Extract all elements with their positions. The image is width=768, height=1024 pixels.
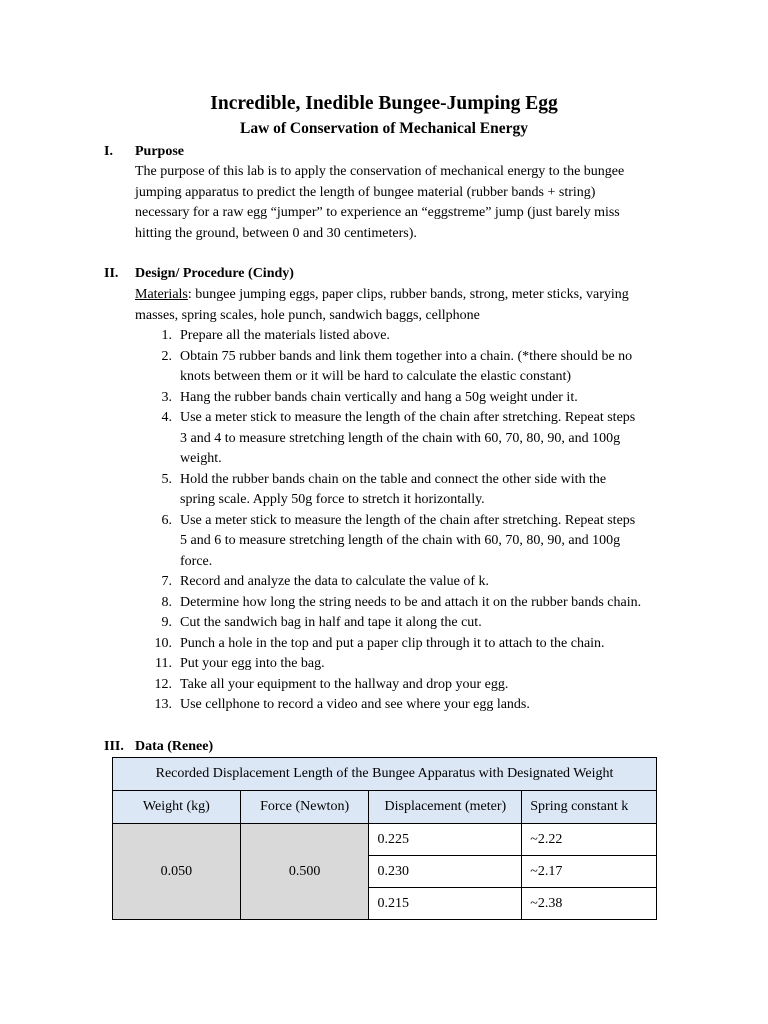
step-text-line: 5 and 6 to measure stretching length of the chain with 60, 70, 80, 90, and 100g bbox=[180, 533, 621, 548]
step-text-line: knots between them or it will be hard to calculate the elastic constant) bbox=[180, 369, 572, 384]
spring-constant-cell: ~2.22 bbox=[522, 824, 657, 856]
column-header-weight: Weight (kg) bbox=[113, 791, 241, 824]
procedure-step bbox=[148, 408, 693, 470]
procedure-step bbox=[148, 347, 693, 388]
procedure-step bbox=[148, 695, 693, 716]
step-text-line: Put your egg into the bag. bbox=[180, 656, 325, 671]
step-text-line: Obtain 75 rubber bands and link them together into a chain. (*there should be no bbox=[180, 348, 633, 364]
step-text-line: weight. bbox=[180, 451, 222, 466]
purpose-line: hitting the ground, between 0 and 30 centimeters). bbox=[135, 226, 417, 242]
step-text-line: Use a meter stick to measure the length of the chain after stretching. Repeat steps bbox=[180, 410, 636, 425]
step-number: 4. bbox=[161, 410, 172, 425]
step-number: 7. bbox=[161, 574, 172, 589]
step-text-line: Hold the rubber bands chain on the table and connect the other side with the bbox=[180, 471, 607, 487]
step-number: 3. bbox=[161, 389, 172, 405]
step-text-line: force. bbox=[180, 553, 213, 569]
step-text-line: Hang the rubber bands chain vertically and hang a 50g weight under it. bbox=[180, 389, 578, 405]
table-row bbox=[113, 824, 657, 856]
step-text-line: Prepare all the materials listed above. bbox=[180, 328, 390, 343]
document-title: Incredible, Inedible Bungee-Jumping Egg bbox=[210, 93, 558, 114]
materials-text: : bungee jumping eggs, paper clips, rubber bands, strong, meter sticks, varying bbox=[187, 287, 629, 302]
section-number-purpose: I. bbox=[104, 144, 113, 159]
step-number: 8. bbox=[161, 594, 172, 610]
purpose-line: necessary for a raw egg “jumper” to experience an “eggstreme” jump (just barely miss bbox=[135, 205, 620, 221]
displacement-cell: 0.215 bbox=[369, 888, 522, 920]
step-number: 9. bbox=[161, 615, 172, 630]
purpose-line: jumping apparatus to predict the length of bungee material (rubber bands + string) bbox=[135, 184, 596, 200]
table-caption: Recorded Displacement Length of the Bungee Apparatus with Designated Weight bbox=[113, 758, 657, 791]
step-number: 12. bbox=[154, 676, 172, 692]
step-number: 2. bbox=[161, 348, 172, 364]
materials-line bbox=[135, 285, 695, 306]
spring-constant-cell: ~2.17 bbox=[522, 856, 657, 888]
materials-label: Materials bbox=[135, 287, 188, 302]
procedure-step bbox=[148, 388, 693, 409]
step-number: 11. bbox=[155, 656, 172, 671]
document-subtitle: Law of Conservation of Mechanical Energy bbox=[239, 120, 528, 137]
step-text-line: spring scale. Apply 50g force to stretch it horizontally. bbox=[180, 492, 485, 507]
step-number: 13. bbox=[154, 697, 172, 712]
procedure-step bbox=[148, 511, 693, 573]
procedure-step bbox=[148, 675, 693, 696]
materials-line: masses, spring scales, hole punch, sandwich baggs, cellphone bbox=[135, 307, 480, 323]
displacement-cell: 0.230 bbox=[369, 856, 522, 888]
step-text-line: Take all your equipment to the hallway and drop your egg. bbox=[180, 676, 509, 692]
displacement-cell: 0.225 bbox=[369, 824, 522, 856]
column-header-force: Force (Newton) bbox=[240, 791, 369, 824]
procedure-step bbox=[148, 326, 693, 347]
spring-constant-cell: ~2.38 bbox=[522, 888, 657, 920]
materials-paragraph bbox=[135, 285, 695, 326]
procedure-step bbox=[148, 613, 693, 634]
step-number: 5. bbox=[161, 471, 172, 487]
section-number-design: II. bbox=[104, 266, 119, 281]
column-header-displacement: Displacement (meter) bbox=[369, 791, 522, 824]
procedure-step bbox=[148, 572, 693, 593]
procedure-step bbox=[148, 634, 693, 655]
step-text-line: 3 and 4 to measure stretching length of the chain with 60, 70, 80, 90, and 100g bbox=[180, 430, 621, 446]
step-number: 10. bbox=[154, 635, 172, 651]
step-text-line: Use a meter stick to measure the length of the chain after stretching. Repeat steps bbox=[180, 512, 636, 528]
procedure-list bbox=[148, 326, 693, 716]
weight-cell: 0.050 bbox=[113, 824, 241, 920]
displacement-table bbox=[112, 757, 657, 920]
section-heading-purpose: Purpose bbox=[135, 144, 184, 159]
procedure-step bbox=[148, 654, 693, 675]
step-text-line: Determine how long the string needs to be and attach it on the rubber bands chain. bbox=[180, 594, 642, 610]
step-number: 6. bbox=[161, 512, 172, 528]
purpose-line: The purpose of this lab is to apply the conservation of mechanical energy to the bungee bbox=[135, 164, 625, 179]
step-text-line: Record and analyze the data to calculate the value of k. bbox=[180, 574, 490, 589]
force-cell: 0.500 bbox=[240, 824, 369, 920]
step-text-line: Cut the sandwich bag in half and tape it along the cut. bbox=[180, 615, 482, 630]
column-header-spring-constant: Spring constant k bbox=[522, 791, 657, 824]
purpose-paragraph bbox=[135, 162, 695, 245]
procedure-step bbox=[148, 593, 693, 614]
section-heading-design: Design/ Procedure (Cindy) bbox=[135, 266, 294, 281]
step-text-line: Punch a hole in the top and put a paper clip through it to attach to the chain. bbox=[180, 635, 605, 651]
section-heading-data: Data (Renee) bbox=[135, 739, 214, 754]
procedure-step bbox=[148, 470, 693, 511]
step-text-line: Use cellphone to record a video and see where your egg lands. bbox=[180, 697, 530, 712]
section-number-data: III. bbox=[104, 739, 124, 754]
step-number: 1. bbox=[161, 328, 172, 343]
